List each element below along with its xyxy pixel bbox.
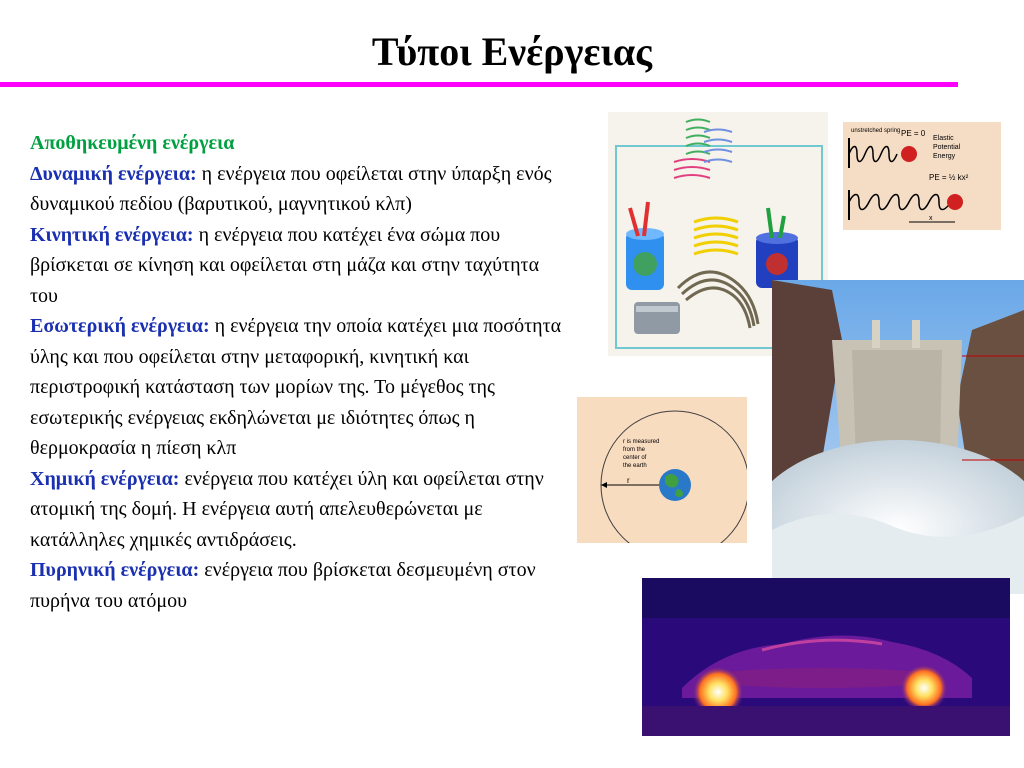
r-label: r — [627, 476, 630, 485]
section-heading: Αποθηκευμένη ενέργεια — [30, 132, 235, 154]
body-text — [30, 128, 570, 616]
thermal-car-image — [642, 578, 1010, 736]
note-line-4: the earth — [623, 463, 647, 469]
item-chemical-energy — [30, 464, 570, 556]
item-potential-energy — [30, 159, 570, 220]
legend-line-2: Potential — [933, 144, 961, 151]
term-description: ενέργεια που κατέχει ύλη και οφείλεται στην ατομική της δομή. Η ενέργεια αυτή απελευθερώνεται με κατάλληλες χημικές αντιδράσεις. — [30, 467, 544, 551]
item-internal-energy — [30, 311, 570, 464]
dam-photo — [772, 280, 1024, 594]
note-line-3: center of — [623, 455, 647, 461]
term-label: Χημική ενέργεια: — [30, 467, 180, 490]
term-description: η ενέργεια που κατέχει ένα σώμα που βρίσκεται σε κίνηση και οφείλεται στη μάζα και στην ταχύτητα του — [30, 223, 540, 307]
orbit-diagram — [577, 397, 747, 543]
title-underline — [0, 82, 958, 87]
term-label: Δυναμική ενέργεια: — [30, 162, 197, 185]
spring-top-label: unstretched spring — [851, 128, 901, 134]
slide-title: Τύποι Ενέργειας — [371, 29, 653, 74]
x-label: x — [929, 215, 933, 222]
item-kinetic-energy — [30, 220, 570, 312]
term-description: η ενέργεια που οφείλεται στην ύπαρξη ενός δυναμικού πεδίου (βαρυτικού, μαγνητικού κλπ) — [30, 162, 552, 215]
note-line-2: from the — [623, 447, 646, 453]
term-label: Κινητική ενέργεια: — [30, 223, 194, 246]
note-line-1: r is measured — [623, 439, 660, 445]
pe-formula-label: PE = ½ kx² — [929, 173, 969, 182]
legend-line-1: Elastic — [933, 135, 954, 142]
legend-line-3: Energy — [933, 153, 956, 160]
spring-energy-diagram — [843, 122, 1001, 230]
term-label: Πυρηνική ενέργεια: — [30, 559, 200, 581]
item-nuclear-energy — [30, 555, 570, 616]
pe-zero-label: PE = 0 — [901, 129, 926, 138]
term-label: Εσωτερική ενέργεια: — [30, 315, 210, 337]
term-description: ενέργεια που βρίσκεται δεσμευμένη στον πυρήνα του ατόμου — [30, 559, 536, 612]
term-description: η ενέργεια την οποία κατέχει μια ποσότητα ύλης και που οφείλεται στην μεταφορική, κινητική και περιστροφική κατάσταση των μορίων της. Το μέγεθος της εσωτερικής ενέργειας εκδηλώνεται με ιδιότητες όπως η θερμοκρασία η πίεση κλπ — [30, 315, 562, 459]
